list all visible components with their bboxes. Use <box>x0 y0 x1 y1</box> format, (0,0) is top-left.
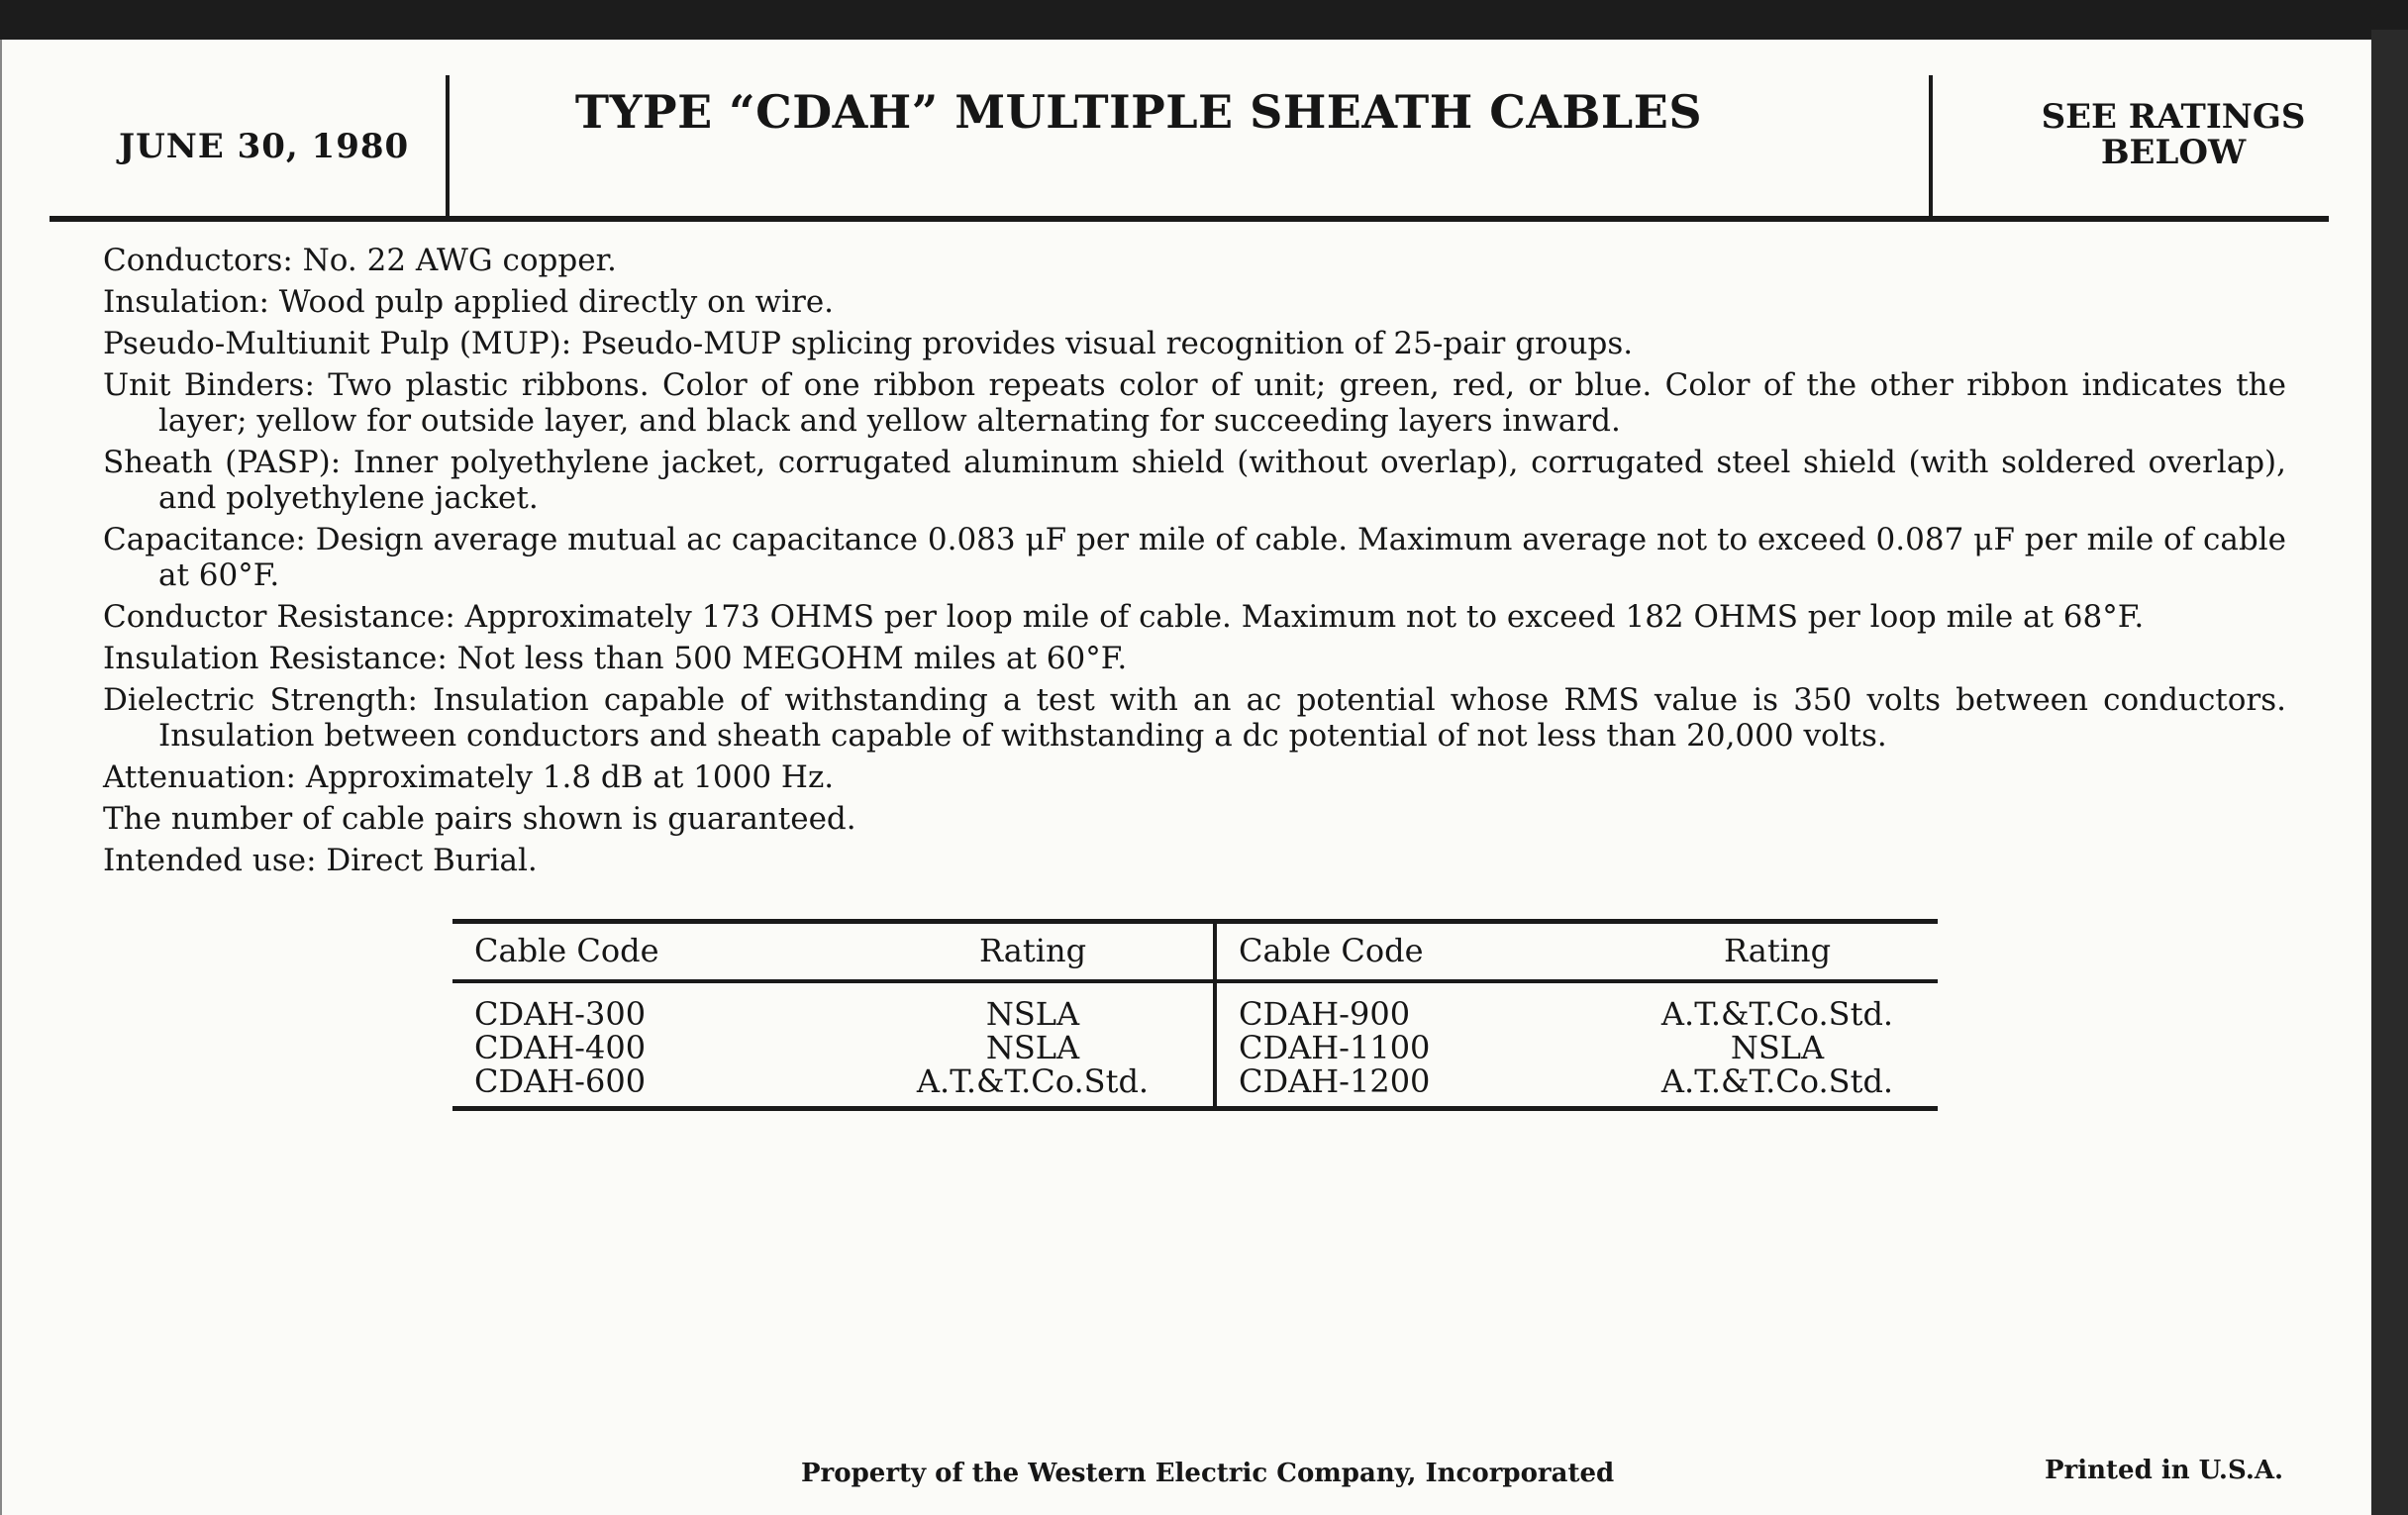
spec-text: Design average mutual ac capacitance 0.083 μF per mile of cable. Maximum average not to exceed 0.087 μF per mile of cable at 60°F. <box>158 522 2286 593</box>
column-header: Rating <box>1617 922 1938 982</box>
table-cell: NSLA <box>853 1031 1215 1064</box>
spec-text: Two plastic ribbons. Color of one ribbon repeats color of unit; green, red, or blue. Color of the other ribbon indicates the layer; yellow for outside layer, and black and yellow alternating for succeeding layers inward. <box>158 367 2286 439</box>
spec-label: Unit Binders: <box>103 367 315 403</box>
spec-item <box>103 243 2286 278</box>
ratings-note-line1: SEE RATINGS <box>2041 97 2306 137</box>
table-cell: CDAH-1200 <box>1239 1062 1431 1100</box>
spec-item <box>103 522 2286 593</box>
spec-item <box>103 326 2286 361</box>
column-header: Cable Code <box>452 922 853 982</box>
table-cell: NSLA <box>1730 1029 1825 1066</box>
ratings-table <box>452 919 1938 1111</box>
ratings-note <box>1990 99 2357 170</box>
spec-label: Conductor Resistance: <box>103 599 455 635</box>
spec-text: Wood pulp applied directly on wire. <box>278 284 835 320</box>
spec-label: Pseudo-Multiunit Pulp (MUP): <box>103 326 572 361</box>
table-cell: A.T.&T.Co.Std. <box>1660 995 1894 1033</box>
spec-item <box>103 682 2286 754</box>
table-row <box>452 1064 1938 1109</box>
spec-label: Sheath (PASP): <box>103 445 342 480</box>
spec-item <box>103 759 2286 795</box>
spec-item <box>103 367 2286 439</box>
spec-text: Insulation capable of withstanding a test with an ac potential whose RMS value is 350 volts between conductors. Insulation between conductors and sheath capable of withstanding a dc potential of not less than 20,000 volts. <box>158 682 2287 754</box>
table-row <box>452 1031 1938 1064</box>
spec-text: Approximately 1.8 dB at 1000 Hz. <box>305 759 835 795</box>
spec-text: Direct Burial. <box>326 843 538 878</box>
spec-item <box>103 445 2286 516</box>
spec-label: Attenuation: <box>103 759 296 795</box>
issue-date: JUNE 30, 1980 <box>119 127 410 166</box>
spec-label: Conductors: <box>103 243 293 278</box>
spec-label: Capacitance: <box>103 522 306 557</box>
ratings-note-line2: BELOW <box>2100 133 2247 172</box>
table-cell: CDAH-900 <box>1239 995 1411 1033</box>
spec-item <box>103 284 2286 320</box>
printed-in-note: Printed in U.S.A. <box>2045 1456 2284 1485</box>
table-cell: CDAH-300 <box>474 995 647 1033</box>
table-cell: A.T.&T.Co.Std. <box>853 1064 1215 1109</box>
table-cell: CDAH-400 <box>474 1029 647 1066</box>
spec-text: Pseudo-MUP splicing provides visual recognition of 25-pair groups. <box>581 326 1634 361</box>
table-cell: CDAH-1100 <box>1239 1029 1431 1066</box>
spec-label: Dielectric Strength: <box>103 682 418 718</box>
table-cell: CDAH-600 <box>474 1062 647 1100</box>
page-title: TYPE “CDAH” MULTIPLE SHEATH CABLES <box>574 85 1703 139</box>
column-header: Rating <box>853 922 1215 982</box>
spec-item <box>103 801 2286 837</box>
property-notice: Property of the Western Electric Company, Incorporated <box>801 1459 1615 1488</box>
spec-item <box>103 599 2286 635</box>
column-header: Cable Code <box>1215 922 1617 982</box>
spec-card <box>0 40 2373 1515</box>
header-divider <box>1929 75 1933 220</box>
table-header-row <box>452 922 1938 982</box>
spec-text: The number of cable pairs shown is guaranteed. <box>103 801 856 837</box>
table-row <box>452 981 1938 1031</box>
table-cell: A.T.&T.Co.Std. <box>1660 1062 1894 1100</box>
header-bar <box>50 40 2329 222</box>
spec-item <box>103 843 2286 878</box>
spec-list <box>103 243 2286 884</box>
spec-label: Insulation Resistance: <box>103 641 448 676</box>
spec-label: Intended use: <box>103 843 317 878</box>
spec-item <box>103 641 2286 676</box>
spec-text: No. 22 AWG copper. <box>302 243 617 278</box>
table-cell: NSLA <box>853 981 1215 1031</box>
spec-label: Insulation: <box>103 284 269 320</box>
spec-text: Inner polyethylene jacket, corrugated aluminum shield (without overlap), corrugated steel shield (with soldered overlap), and polyethylene jacket. <box>158 445 2287 516</box>
scan-edge <box>2371 30 2408 1515</box>
spec-text: Approximately 173 OHMS per loop mile of cable. Maximum not to exceed 182 OHMS per loop mile at 68°F. <box>464 599 2145 635</box>
spec-text: Not less than 500 MEGOHM miles at 60°F. <box>456 641 1128 676</box>
